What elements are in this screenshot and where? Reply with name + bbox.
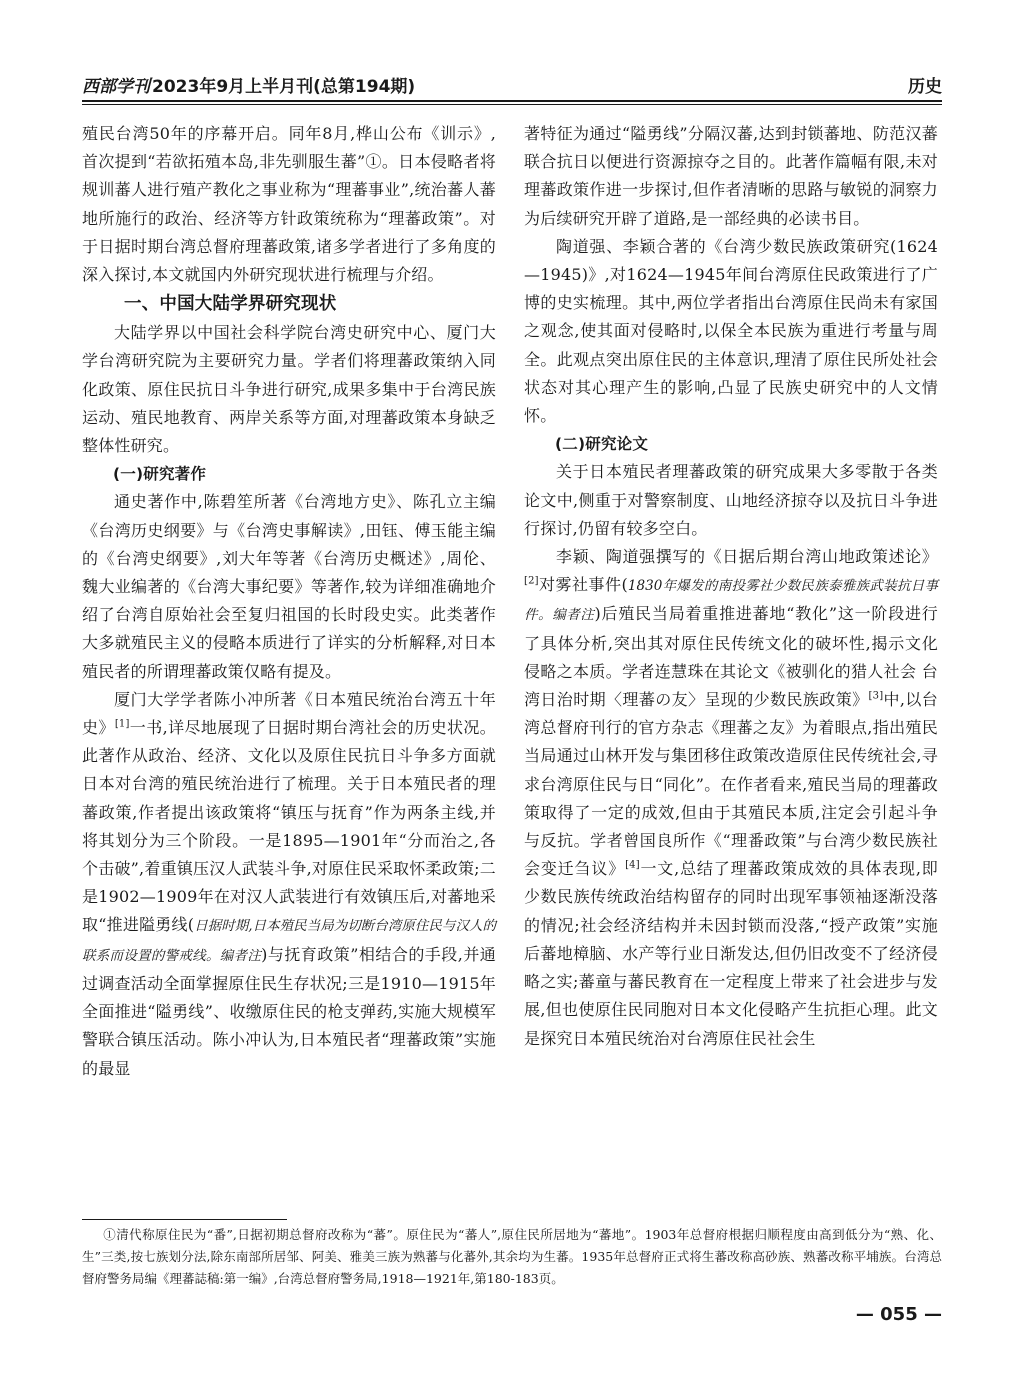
running-header <box>82 70 942 100</box>
editor-note: 日据时期,日本殖民当局为切断台湾原住民与汉人的联系而设置的警戒线。编者注 <box>82 918 496 964</box>
footnote: ①清代称原住民为“番”,日据初期总督府改称为“蕃”。原住民为“蕃人”,原住民所居地为“蕃地”。1903年总督府根据归顺程度由高到低分为“熟、化、生”三类,按七族划分法,除东南部所居邹、阿美、雅美三族为熟蕃与化蕃外,其余均为生蕃。1935年总督府正式将生蕃改称高砂族、熟蕃改称平埔族。台湾总督府警务局编《理蕃誌稿:第一编》,台湾总督府警务局,1918—1921年,第180-183页。 <box>82 1227 942 1286</box>
paragraph: 通史著作中,陈碧笙所著《台湾地方史》、陈孔立主编《台湾历史纲要》与《台湾史事解读》,田钰、傅玉能主编的《台湾史纲要》,刘大年等著《台湾历史概述》,周伦、魏大业编著的《台湾大事纪要》等著作,较为详细准确地介绍了台湾自原始社会至复归祖国的长时段史实。此类著作大多就殖民主义的侵略本质进行了详实的分析解释,对日本殖民者的所谓理蕃政策仅略有提及。 <box>82 492 496 681</box>
right-column <box>524 120 938 1053</box>
header-rule <box>82 100 942 102</box>
journal-issue: 2023年9月上半月刊(总第194期) <box>152 77 416 97</box>
paragraph: 李颖、陶道强撰写的《日据后期台湾山地政策述论》[2]对雾社事件(1830年爆发的南投雾社少数民族泰雅族武装抗日事件。编者注)后殖民当局着重推进蕃地“教化”这一阶段进行了具体分析,突出其对原住民传统文化的破坏性,揭示文化侵略之本质。学者连慧珠在其论文《被驯化的猎人社会 台湾日治时期〈理蕃の友〉呈现的少数民族政策》[3]中,以台湾总督府刊行的官方杂志《理蕃之友》为着眼点,指出殖民当局通过山林开发与集团移住政策改造原住民传统社会,寻求台湾原住民与日“同化”。在作者看来,殖民当局的理蕃政策取得了一定的成效,但由于其殖民本质,注定会引起斗争与反抗。学者曾国良所作《“理番政策”与台湾少数民族社会变迁刍议》[4]一文,总结了理蕃政策成效的具体表现,即少数民族传统政治结构留存的同时出现军事领袖逐渐没落的情况;社会经济结构并未因封锁而没落,“授产政策”实施后蕃地樟脑、水产等行业日渐发达,但仍旧改变不了经济侵略之实;蕃童与蕃民教育在一定程度上带来了社会进步与发展,但也使原住民同胞对日本文化侵略产生抗拒心理。此文是探究日本殖民统治对台湾原住民社会生 <box>524 547 939 1048</box>
paragraph: 陶道强、李颖合著的《台湾少数民族政策研究(1624—1945)》,对1624—1945年间台湾原住民政策进行了广博的史实梳理。其中,两位学者指出台湾原住民尚未有家国之观念,使其面对侵略时,以保全本民族为重进行考量与周全。此观点突出原住民的主体意识,理清了原住民所处社会状态对其心理产生的影响,凸显了民族史研究中的人文情怀。 <box>524 236 938 426</box>
paragraph: 大陆学界以中国社会科学院台湾史研究中心、厦门大学台湾研究院为主要研究力量。学者们将理蕃政策纳入同化政策、原住民抗日斗争进行研究,成果多集中于台湾民族运动、殖民地教育、两岸关系等方面,对理蕃政策本身缺乏整体性研究。 <box>82 323 496 456</box>
section-name: 历史 <box>908 77 942 97</box>
subsection-heading: (一)研究著作 <box>113 465 207 484</box>
paragraph: 著特征为通过“隘勇线”分隔汉蕃,达到封锁蕃地、防范汉蕃联合抗日以便进行资源掠夺之目的。此著作篇幅有限,未对理蕃政策作进一步探讨,但作者清晰的思路与敏锐的洞察力为后续研究开辟了道路,是一部经典的必读书目。 <box>524 124 938 228</box>
subsection-heading: (二)研究论文 <box>555 435 649 454</box>
left-column <box>82 120 496 1083</box>
footnote-rule <box>82 1219 287 1220</box>
editor-note: 1830年爆发的南投雾社少数民族泰雅族武装抗日事件。编者注 <box>524 578 938 624</box>
paragraph: 厦门大学学者陈小冲所著《日本殖民统治台湾五十年史》[1]一书,详尽地展现了日据时期台湾社会的历史状况。此著作从政治、经济、文化以及原住民抗日斗争多方面就日本对台湾的殖民统治进行了梳理。关于日本殖民者的理蕃政策,作者提出该政策将“镇压与抚育”作为两条主线,并将其划分为三个阶段。一是1895—1901年“分而治之,各个击破”,着重镇压汉人武装斗争,对原住民采取怀柔政策;二是1902—1909年在对汉人武装进行有效镇压后,对蕃地采取“推进隘勇线(日据时期,日本殖民当局为切断台湾原住民与汉人的联系而设置的警戒线。编者注)与抚育政策”相结合的手段,并通过调查活动全面掌握原住民生存状况;三是1910—1915年全面推进“隘勇线”、收缴原住民的枪支弹药,实施大规模军警联合镇压活动。陈小冲认为,日本殖民者“理蕃政策”实施的最显 <box>82 689 497 1078</box>
journal-logo: 西部学刊 <box>82 77 150 97</box>
citation-ref: [1] <box>114 718 130 730</box>
paragraph: 殖民台湾50年的序幕开启。同年8月,桦山公布《训示》,首次提到“若欲拓殖本岛,非先驯服生蕃”①。日本侵略者将规训蕃人进行殖产教化之事业称为“理蕃事业”,统治蕃人蕃地所施行的政治、经济等方针政策统称为“理蕃政策”。对于日据时期台湾总督府理蕃政策,诸多学者进行了多角度的深入探讨,本文就国内外研究现状进行梳理与介绍。 <box>82 124 496 285</box>
header-rule-thin <box>82 104 942 105</box>
citation-ref: [2] <box>524 575 539 587</box>
journal-title <box>82 72 415 97</box>
page-number: — 055 — <box>855 1304 942 1325</box>
paragraph: 关于日本殖民者理蕃政策的研究成果大多零散于各类论文中,侧重于对警察制度、山地经济掠夺以及抗日斗争进行探讨,仍留有较多空白。 <box>524 462 938 538</box>
section-heading: 一、中国大陆学界研究现状 <box>124 294 337 315</box>
citation-ref: [4] <box>625 859 640 871</box>
citation-ref: [3] <box>868 690 884 702</box>
